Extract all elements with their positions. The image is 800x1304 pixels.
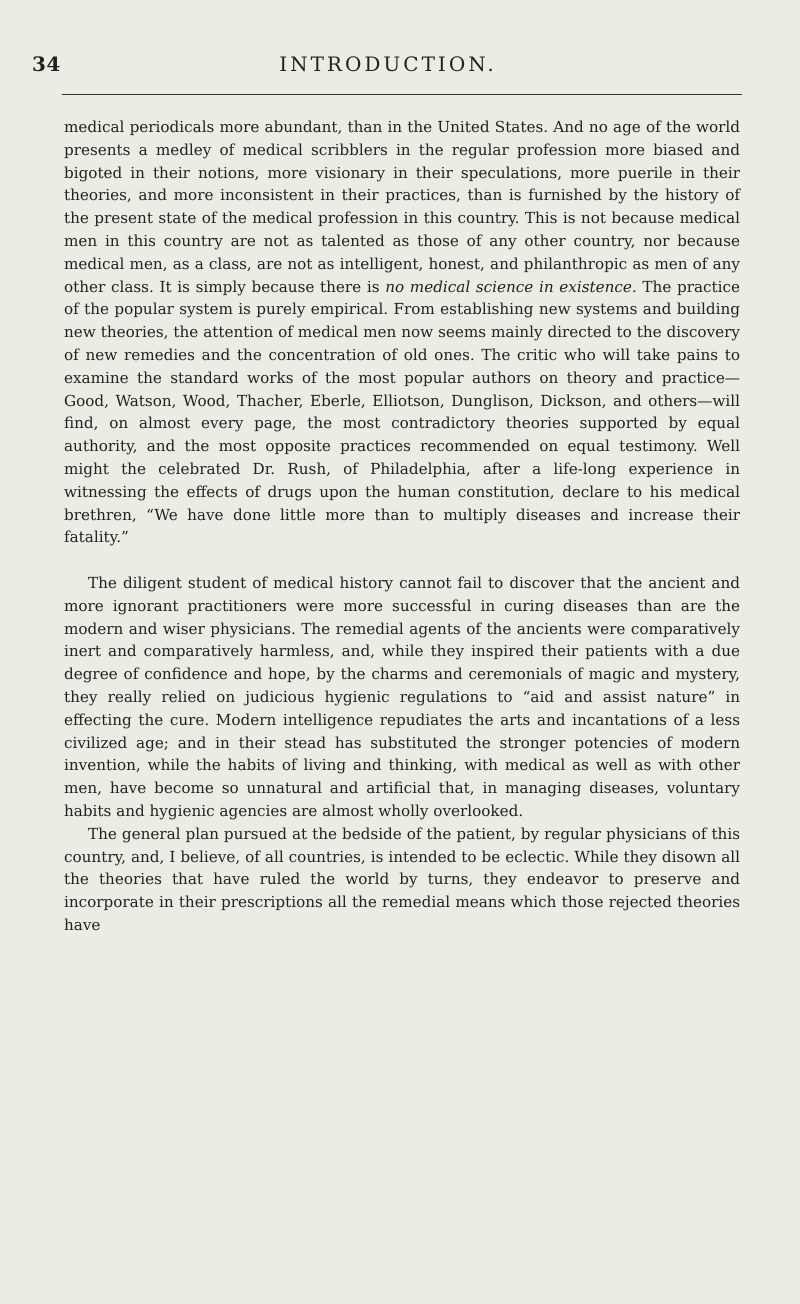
paragraph-3-text: The general plan pursued at the bedside of the patient, by regular physicians of this country, and, I believe, of all countries, is intended to be eclectic. While they disown all the theories that have ruled the world by turns, they endeavor to preserve and incorporate in their prescriptions all the remedial means which those rejected theories have: [64, 824, 740, 934]
paragraph-spacer: [64, 549, 740, 572]
header-rule: [62, 94, 742, 95]
paragraph-1-text: medical periodicals more abundant, than in the United States. And no age of the world presents a medley of medical scribblers in the regular profession more biased and bigoted in their notions, more visionary in their speculations, more puerile in their theories, and more inconsistent in their practices, than is furnished by the history of the present state of the medical profession in this country. This is not because medical men in this country are not as talented as those of any other country, nor because medical men, as a class, are not as intelligent, honest, and philanthropic as men of any other class. It is simply because there is: [64, 118, 740, 296]
body-text: [64, 116, 740, 937]
paragraph-1-italic: no medical science in existence: [385, 277, 632, 296]
paragraph-3: [64, 823, 740, 937]
paragraph-1-after: . The practice of the popular system is purely empirical. From establishing new systems and building new theories, the attention of medical men now seems mainly directed to the discovery of new remedies and the concentration of old ones. The critic who will take pains to examine the standard works of the most popular authors on theory and practice—Good, Watson, Wood, Thacher, Eberle, Elliotson, Dunglison, Dickson, and others—will find, on almost every page, the most contradictory theories supported by equal authority, and the most opposite practices recommended on equal testimony. Well might the celebrated Dr. Rush, of Philadelphia, after a life-long experience in witnessing the effects of drugs upon the human constitution, declare to his medical brethren, “We have done little more than to multiply diseases and increase their fatality.”: [64, 277, 740, 547]
paragraph-2: [64, 572, 740, 823]
page-header: [32, 52, 744, 76]
page-number: 34: [32, 52, 61, 76]
paragraph-2-text: The diligent student of medical history cannot fail to discover that the ancient and more ignorant practitioners were more successful in curing diseases than are the modern and wiser physicians. The remedial agents of the ancients were comparatively inert and comparatively harmless, and, while they inspired their patients with a due degree of confidence and hope, by the charms and ceremonials of magic and mystery, they really relied on judicious hygienic regulations to “aid and assist nature” in effecting the cure. Modern intelligence repudiates the arts and incantations of a less civilized age; and in their stead has substituted the stronger potencies of modern invention, while the habits of living and thinking, with medical as well as with other men, have become so unnatural and artificial that, in managing diseases, voluntary habits and hygienic agencies are almost wholly overlooked.: [64, 573, 740, 820]
running-head: INTRODUCTION.: [279, 52, 497, 76]
paragraph-1: [64, 116, 740, 549]
